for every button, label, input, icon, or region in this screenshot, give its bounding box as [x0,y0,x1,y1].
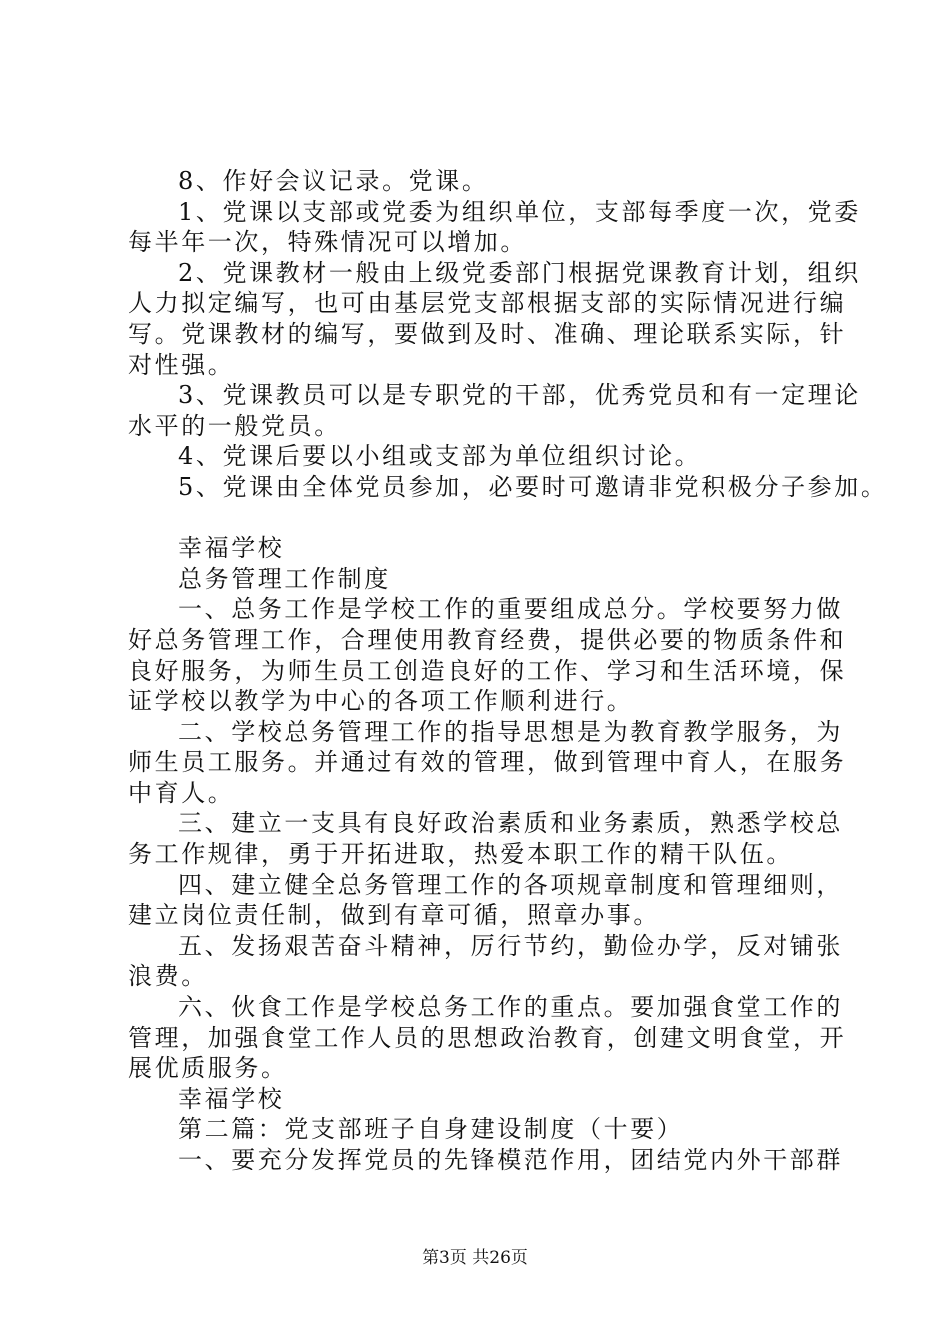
paragraph-line: 4、党课后要以小组或支部为单位组织讨论。 [178,442,702,471]
paragraph-line: 证学校以教学为中心的各项工作顺利进行。 [128,687,634,716]
paragraph-line: 二、学校总务管理工作的指导思想是为教育教学服务，为 [178,717,843,746]
paragraph-line: 务工作规律，勇于开拓进取，热爱本职工作的精干队伍。 [128,840,793,869]
paragraph-line: 五、发扬艰苦奋斗精神，厉行节约，勤俭办学，反对铺张 [178,931,843,960]
paragraph-line: 展优质服务。 [128,1054,288,1083]
document-body [128,166,888,1176]
blank-line [128,503,843,534]
paragraph-line: 一、要充分发挥党员的先锋模范作用，团结党内外干部群 [178,1146,843,1174]
paragraph-line: 8、作好会议记录。党课。 [178,167,489,195]
paragraph-line: 5、党课由全体党员参加，必要时可邀请非党积极分子参加。 [178,472,888,501]
paragraph-line: 每半年一次，特殊情况可以增加。 [128,228,527,257]
paragraph-line: 好总务管理工作，合理使用教育经费，提供必要的物质条件和 [128,625,847,654]
paragraph-line: 四、建立健全总务管理工作的各项规章制度和管理细则， [178,870,843,899]
section-title: 总务管理工作制度 [178,564,391,593]
paragraph-line: 对性强。 [128,350,235,379]
paragraph-line: 六、伙食工作是学校总务工作的重点。要加强食堂工作的 [178,993,843,1022]
paragraph-line: 浪费。 [128,962,208,991]
paragraph-line: 水平的一般党员。 [128,411,341,440]
paragraph-line: 一、总务工作是学校工作的重要组成总分。学校要努力做 [178,595,843,624]
paragraph-line: 3、党课教员可以是专职党的干部，优秀党员和有一定理论 [178,381,861,410]
paragraph-line: 中育人。 [128,778,235,807]
section-title: 第二篇：党支部班子自身建设制度（十要） [178,1115,684,1144]
page-number-footer: 第3页 共26页 [422,1248,528,1268]
paragraph-line: 师生员工服务。并通过有效的管理，做到管理中育人，在服务 [128,748,847,777]
paragraph-line: 写。党课教材的编写，要做到及时、准确、理论联系实际，针 [128,319,847,348]
paragraph-line: 建立岗位责任制，做到有章可循，照章办事。 [128,901,660,930]
paragraph-line: 2、党课教材一般由上级党委部门根据党课教育计划，组织 [178,258,861,287]
section-school-name: 幸福学校 [178,1084,285,1113]
section-school-name: 幸福学校 [178,534,285,563]
paragraph-line: 1、党课以支部或党委为组织单位，支部每季度一次，党委 [178,197,861,226]
paragraph-line: 良好服务，为师生员工创造良好的工作、学习和生活环境，保 [128,656,847,685]
paragraph-line: 管理，加强食堂工作人员的思想政治教育，创建文明食堂，开 [128,1023,847,1052]
paragraph-line: 三、建立一支具有良好政治素质和业务素质，熟悉学校总 [178,809,843,838]
paragraph-line: 人力拟定编写，也可由基层党支部根据支部的实际情况进行编 [128,289,847,318]
